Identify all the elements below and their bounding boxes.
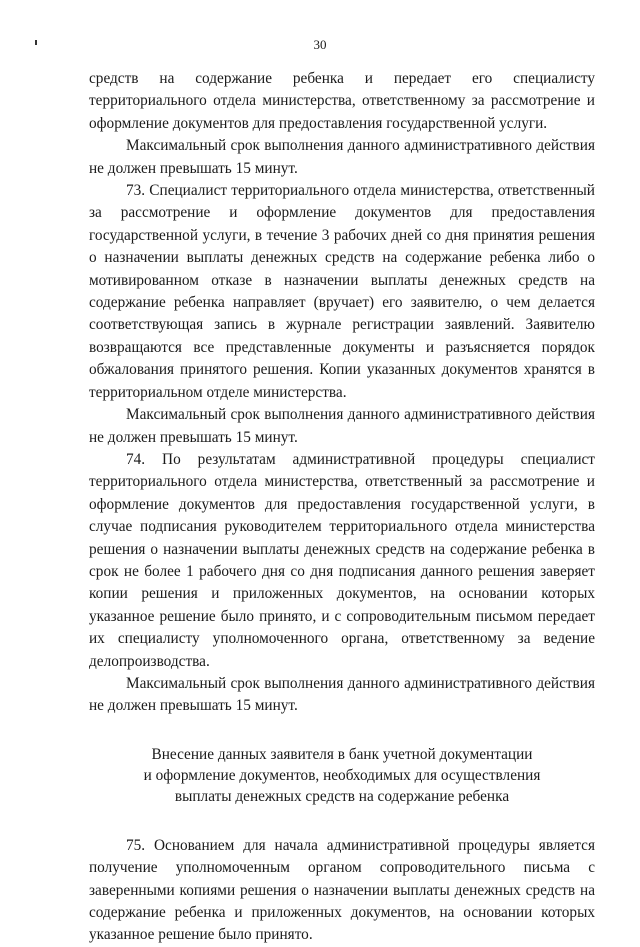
paragraph-continuation: средств на содержание ребенка и передает его специалисту территориального отдела министерства, ответственному за рассмотрение и оформление документов для предоставления государственной услуги. bbox=[89, 70, 595, 132]
paragraph-75: 75. Основанием для начала административной процедуры является получение уполномоченным органом сопроводительного письма с заверенными копиями решения о назначении выплаты денежных средств на содержание ребенка и приложенных документов, на основании которых указанное решение было принято. bbox=[89, 836, 595, 944]
section-heading bbox=[89, 744, 595, 807]
paragraph-time-limit: Максимальный срок выполнения данного административного действия не должен превышать 15 минут. bbox=[89, 137, 595, 177]
section-heading-line: Внесение данных заявителя в банк учетной документации bbox=[151, 745, 533, 763]
document-body bbox=[89, 68, 595, 947]
paragraph-time-limit: Максимальный срок выполнения данного административного действия не должен превышать 15 минут. bbox=[89, 674, 595, 715]
section-heading-line: выплаты денежных средств на содержание ребенка bbox=[174, 787, 510, 805]
section-heading-line: и оформление документов, необходимых для осуществления bbox=[143, 766, 541, 784]
paragraph-73: 73. Специалист территориального отдела министерства, ответственный за рассмотрение и оформление документов для предоставления государственной услуги, в течение 3 рабочих дней со дня принятия решения о назначении выплаты денежных средств на содержание ребенка либо о мотивированном отказе в назначении выплаты денежных средств на содержание ребенка направляет (вручает) его заявителю, о чем делается соответствующая запись в журнале регистрации заявлений. Заявителю возвращаются все представленные документы и разъясняется порядок обжалования принятого решения. Копии указанных документов хранятся в территориальном отделе министерства. bbox=[89, 182, 595, 401]
paragraph-74: 74. По результатам административной процедуры специалист территориального отдела министерства, ответственный за рассмотрение и оформление документов для предоставления государственной услуги, в случае подписания руководителем территориального отдела министерства решения о назначении выплаты денежных средств на содержание ребенка в срок не более 1 рабочего дня со дня подписания данного решения заверяет копии решения и приложенных документов, на основании которых указанное решение было принято, и с сопроводительным письмом передает их специалисту уполномоченного органа, ответственному за ведение делопроизводства. bbox=[89, 450, 595, 670]
paragraph-time-limit: Максимальный срок выполнения данного административного действия не должен превышать 15 минут. bbox=[89, 406, 595, 446]
page-number: 30 bbox=[313, 37, 327, 52]
